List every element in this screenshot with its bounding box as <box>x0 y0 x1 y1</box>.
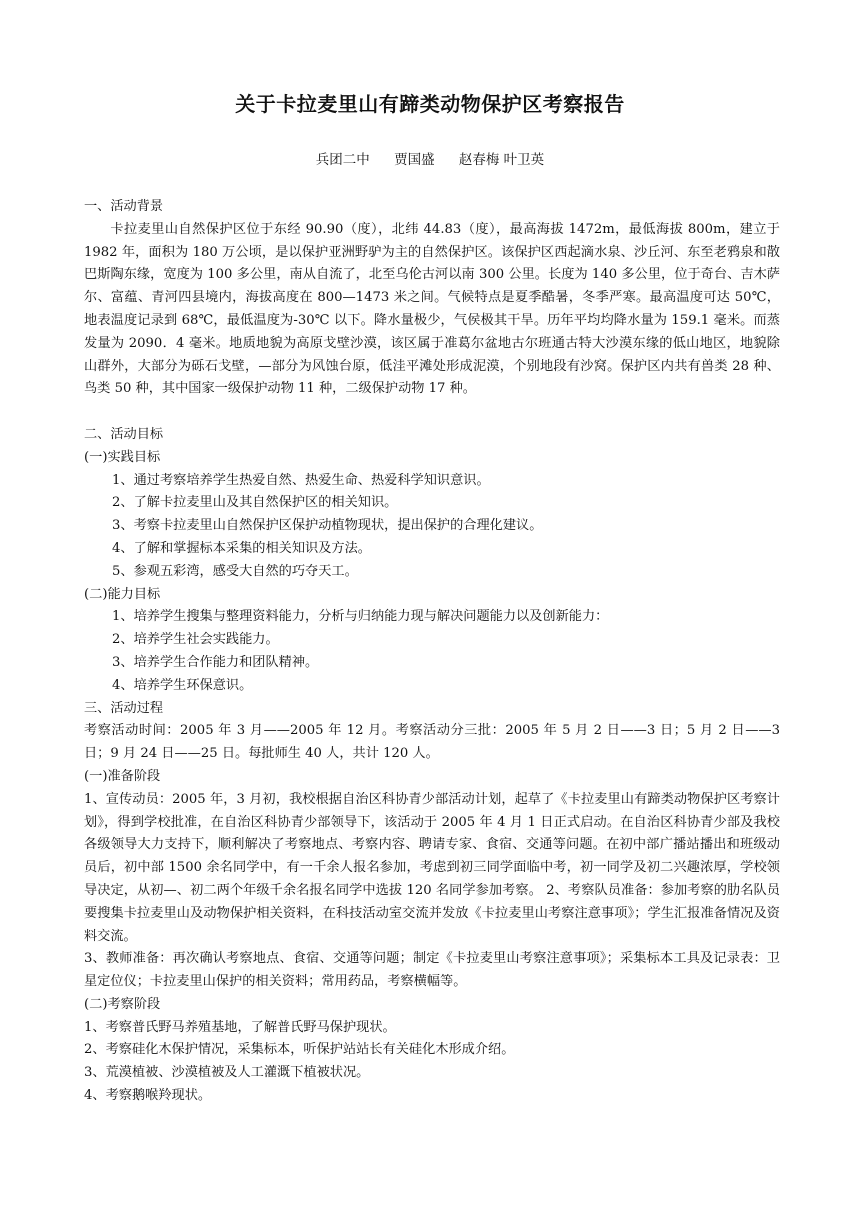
list-item: 2、了解卡拉麦里山及其自然保护区的相关知识。 <box>112 495 398 511</box>
list-item: 2、培养学生社会实践能力。 <box>112 632 279 648</box>
list-item: 3、荒漠植被、沙漠植被及人工灌溉下植被状况。 <box>84 1065 370 1081</box>
list-item: 5、参观五彩湾，感受大自然的巧夺天工。 <box>112 563 358 579</box>
subheading-preparation-stage: (一)准备阶段 <box>84 768 161 784</box>
author-line <box>0 150 860 170</box>
section-heading-goals: 二、活动目标 <box>84 426 164 442</box>
list-item: 4、培养学生环保意识。 <box>112 677 253 693</box>
report-body <box>84 196 780 1108</box>
list-item: 2、考察硅化木保护情况，采集标本，听保护站站长有关硅化木形成介绍。 <box>84 1042 515 1058</box>
report-title: 关于卡拉麦里山有蹄类动物保护区考察报告 <box>235 92 625 116</box>
subheading-survey-stage: (二)考察阶段 <box>84 996 161 1012</box>
list-item: 1、考察普氏野马养殖基地，了解普氏野马保护现状。 <box>84 1019 396 1035</box>
section-heading-background: 一、活动背景 <box>84 199 164 214</box>
author-name: 贾国盛 <box>394 152 435 168</box>
list-item: 1、培养学生搜集与整理资料能力，分析与归纳能力现与解决问题能力以及创新能力： <box>112 609 609 625</box>
list-item: 1、通过考察培养学生热爱自然、热爱生命、热爱科学知识意识。 <box>112 472 490 488</box>
author-school: 兵团二中 <box>315 152 370 168</box>
subheading-practice-goals: (一)实践目标 <box>84 449 161 465</box>
background-paragraph: 卡拉麦里山自然保护区位于东经 90.90（度），北纬 44.83（度），最高海拔 1472m，最低海拔 800m，建立于 1982 年，面积为 180 万公顷，是以保护亚洲野驴为主的自然保护区。该保护区西起滴水泉、沙丘河、东至老鸦泉和散巴斯陶东缘，宽度为 100 多公里，南从自流了，北至乌伦古河以南 300 公里。长度为 140 多公里，位于奇台、吉木萨尔、富蕴、青河四县境内，海拔高度在 800—1473 米之间。气候特点是夏季酷暑，冬季严寒。最高温度可达 50℃，地表温度记录到 68℃，最低温度为-30℃ 以下。降水量极少，气侯极其干旱。历年平均均降水量为 159.1 毫米。而蒸发量为 2090．4 毫米。地质地貌为高原戈壁沙漠，该区属于准葛尔盆地古尔班通古特大沙漠东缘的低山地区，地貌除山群外，大部分为砾石戈壁，—部分为风蚀台原，低洼平滩处形成泥漠，个别地段有沙窝。保护区内共有兽类 28 种、鸟类 50 种，其中国家一级保护动物 11 种，二级保护动物 17 种。 <box>84 221 780 397</box>
activity-time-paragraph: 考察活动时间：2005 年 3 月——2005 年 12 月。考察活动分三批：2005 年 5 月 2 日——3 日；5 月 2 日——3 日；9 月 24 日——25 日。每批师生 40 人，共计 120 人。 <box>84 723 780 762</box>
list-item: 4、了解和掌握标本采集的相关知识及方法。 <box>112 540 371 556</box>
author-names: 赵春梅 叶卫英 <box>458 152 545 168</box>
section-heading-process: 三、活动过程 <box>84 700 164 716</box>
list-item: 4、考察鹅喉羚现状。 <box>84 1088 212 1104</box>
subheading-ability-goals: (二)能力目标 <box>84 586 161 602</box>
preparation-paragraph: 1、宣传动员：2005 年，3 月初，我校根据自治区科协青少部活动计划，起草了《卡拉麦里山有蹄类动物保护区考察计划》，得到学校批准，在自治区科协青少部领导下，该活动于 2005 年 4 月 1 日正式启动。在自治区科协青少部及我校各级领导大力支持下，顺利解决了考察地点、考察内容、聘请专家、食宿、交通等问题。在初中部广播站播出和班级动员后，初中部 1500 余名同学中，有一千余人报名参加，考虑到初三同学面临中考，初一同学及初二兴趣浓厚，学校领导决定，从初—、初二两个年级千余名报名同学中选拔 120 名同学参加考察。 2、考察队员准备：参加考察的肋名队员要搜集卡拉麦里山及动物保护相关资料，在科技活动室交流并发放《卡拉麦里山考察注意事项》；学生汇报准备情况及资料交流。 <box>84 791 780 944</box>
blank-line <box>84 401 780 424</box>
list-item: 3、考察卡拉麦里山自然保护区保护动植物现状，提出保护的合理化建议。 <box>112 518 543 534</box>
teacher-preparation-paragraph: 3、教师准备：再次确认考察地点、食宿、交通等问题；制定《卡拉麦里山考察注意事项》；采集标本工具及记录表：卫星定位仪；卡拉麦里山保护的相关资料；常用药品，考察横幅等。 <box>84 951 780 990</box>
list-item: 3、培养学生合作能力和团队精神。 <box>112 654 319 670</box>
